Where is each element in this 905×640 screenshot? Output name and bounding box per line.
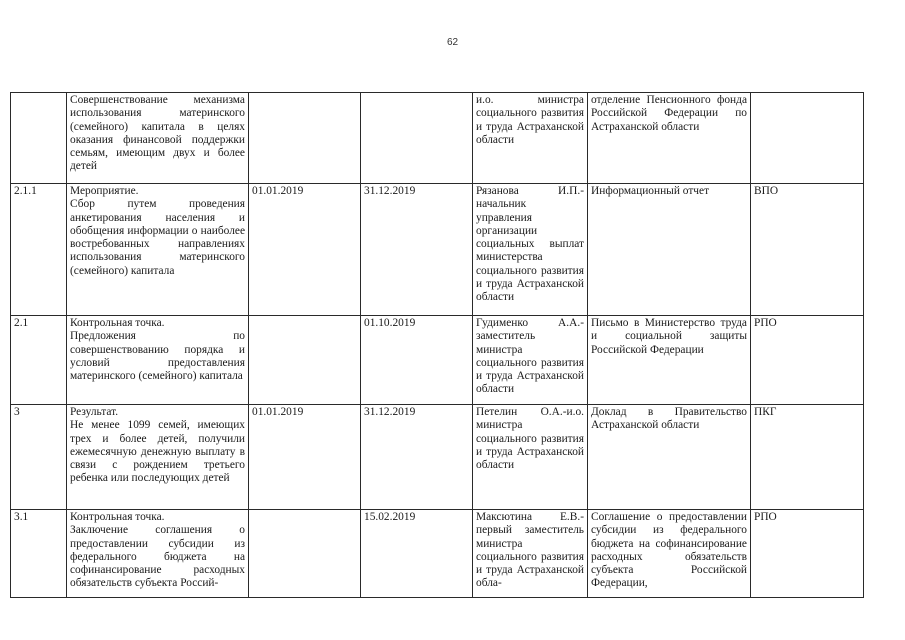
end-date <box>361 93 473 184</box>
row-number: 2.1 <box>11 316 67 405</box>
control-level: РПО <box>751 510 864 598</box>
start-date <box>249 510 361 598</box>
page-number: 62 <box>446 37 459 48</box>
table-row <box>11 184 864 316</box>
row-number <box>11 93 67 184</box>
start-date <box>249 93 361 184</box>
responsible-person: Рязанова И.П.-начальник управления организации социальных выплат министерства социального развития и труда Астраханской области <box>473 184 588 316</box>
start-date <box>249 316 361 405</box>
responsible-person: и.о. министра социального развития и труда Астраханской области <box>473 93 588 184</box>
responsible-person: Гудименко А.А.-заместитель министра социального развития и труда Астраханской области <box>473 316 588 405</box>
responsible-person: Максютина Е.В.-первый заместитель министра социального развития и труда Астраханской обла- <box>473 510 588 598</box>
end-date: 15.02.2019 <box>361 510 473 598</box>
table-row <box>11 93 864 184</box>
plan-table <box>10 92 864 598</box>
control-level: ВПО <box>751 184 864 316</box>
task-name: Контрольная точка. Заключение соглашения о предоставлении субсидии из федерального бюджета на софинансирование расходных обязательств субъекта Россий- <box>67 510 249 598</box>
control-level: РПО <box>751 316 864 405</box>
task-name: Контрольная точка. Предложения по совершенствованию порядка и условий предоставления материнского (семейного) капитала <box>67 316 249 405</box>
end-date: 31.12.2019 <box>361 405 473 510</box>
end-date: 01.10.2019 <box>361 316 473 405</box>
task-name: Мероприятие. Сбор путем проведения анкетирования населения и обобщения информации о наиболее востребованных направлениях использования материнского (семейного) капитала <box>67 184 249 316</box>
row-number: 3 <box>11 405 67 510</box>
row-number: 2.1.1 <box>11 184 67 316</box>
task-name: Результат. Не менее 1099 семей, имеющих трех и более детей, получили ежемесячную денежную выплату в связи с рождением третьего ребенка или последующих детей <box>67 405 249 510</box>
result-document: Соглашение о предоставлении субсидии из федерального бюджета на софинансирование расходных обязательств субъекта Российской Федерации, <box>588 510 751 598</box>
table-row <box>11 316 864 405</box>
control-level: ПКГ <box>751 405 864 510</box>
responsible-person: Петелин О.А.-и.о. министра социального развития и труда Астраханской области <box>473 405 588 510</box>
row-number: 3.1 <box>11 510 67 598</box>
result-document: отделение Пенсионного фонда Российской Федерации по Астраханской области <box>588 93 751 184</box>
table-row <box>11 510 864 598</box>
start-date: 01.01.2019 <box>249 405 361 510</box>
result-document: Информационный отчет <box>588 184 751 316</box>
task-name: Совершенствование механизма использования материнского (семейного) капитала в целях оказания финансовой поддержки семьям, имеющим двух и более детей <box>67 93 249 184</box>
control-level <box>751 93 864 184</box>
result-document: Доклад в Правительство Астраханской области <box>588 405 751 510</box>
result-document: Письмо в Министерство труда и социальной защиты Российской Федерации <box>588 316 751 405</box>
start-date: 01.01.2019 <box>249 184 361 316</box>
end-date: 31.12.2019 <box>361 184 473 316</box>
table-row <box>11 405 864 510</box>
